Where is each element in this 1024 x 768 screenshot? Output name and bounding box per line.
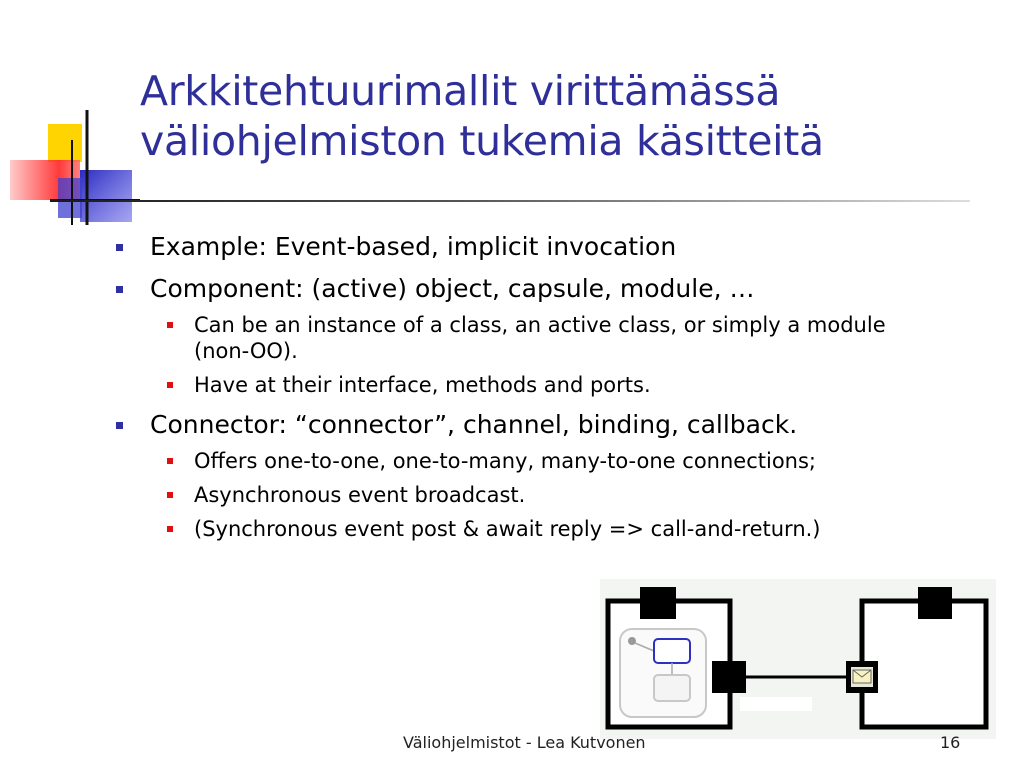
page-number: 16 [940, 733, 961, 752]
bullet-marker [116, 422, 123, 429]
title-line-2: väliohjelmiston tukemia käsitteitä [140, 117, 824, 165]
active-state [654, 639, 690, 663]
sub-bullet-text: (Synchronous event post & await reply => call-and-return.) [194, 517, 821, 541]
title-line-1: Arkkitehtuurimallit virittämässä [140, 67, 781, 115]
right-capsule-top-port [918, 587, 952, 619]
title-divider [50, 200, 970, 202]
bullet-example [114, 232, 994, 262]
initial-state-dot [628, 637, 636, 645]
sub-bullet-broadcast [114, 482, 934, 508]
bullet-component [114, 274, 994, 304]
idle-state [654, 675, 690, 701]
connector-label-box [740, 697, 812, 711]
sub-bullet-text: Can be an instance of a class, an active class, or simply a module (non-OO). [194, 313, 886, 363]
capsule-connector-diagram [600, 579, 996, 739]
bullet-text: Component: (active) object, capsule, module, … [150, 274, 755, 303]
bullet-text: Connector: “connector”, channel, binding, callback. [150, 410, 798, 439]
sub-bullet-text: Asynchronous event broadcast. [194, 483, 526, 507]
bullet-list [114, 232, 994, 554]
colored-squares-logo [0, 100, 140, 230]
slide-title [140, 66, 1000, 166]
sub-bullet-marker [167, 382, 173, 388]
sub-bullet-marker [167, 492, 173, 498]
left-capsule-top-port [640, 587, 676, 619]
sub-bullet-instance [114, 312, 934, 364]
sub-bullet-text: Have at their interface, methods and ports. [194, 373, 651, 397]
sub-bullet-text: Offers one-to-one, one-to-many, many-to-one connections; [194, 449, 816, 473]
sub-bullet-connections [114, 448, 934, 474]
sub-bullet-synchronous [114, 516, 934, 542]
right-capsule [862, 601, 986, 727]
sub-bullet-interface [114, 372, 934, 398]
bullet-marker [116, 244, 123, 251]
bullet-marker [116, 286, 123, 293]
left-capsule-side-port [712, 661, 746, 693]
bullet-connector [114, 410, 994, 440]
envelope-icon [846, 661, 878, 693]
bullet-text: Example: Event-based, implicit invocation [150, 232, 677, 261]
sub-bullet-marker [167, 526, 173, 532]
footer-text: Väliohjelmistot - Lea Kutvonen [403, 733, 646, 752]
sub-bullet-marker [167, 458, 173, 464]
sub-bullet-marker [167, 322, 173, 328]
